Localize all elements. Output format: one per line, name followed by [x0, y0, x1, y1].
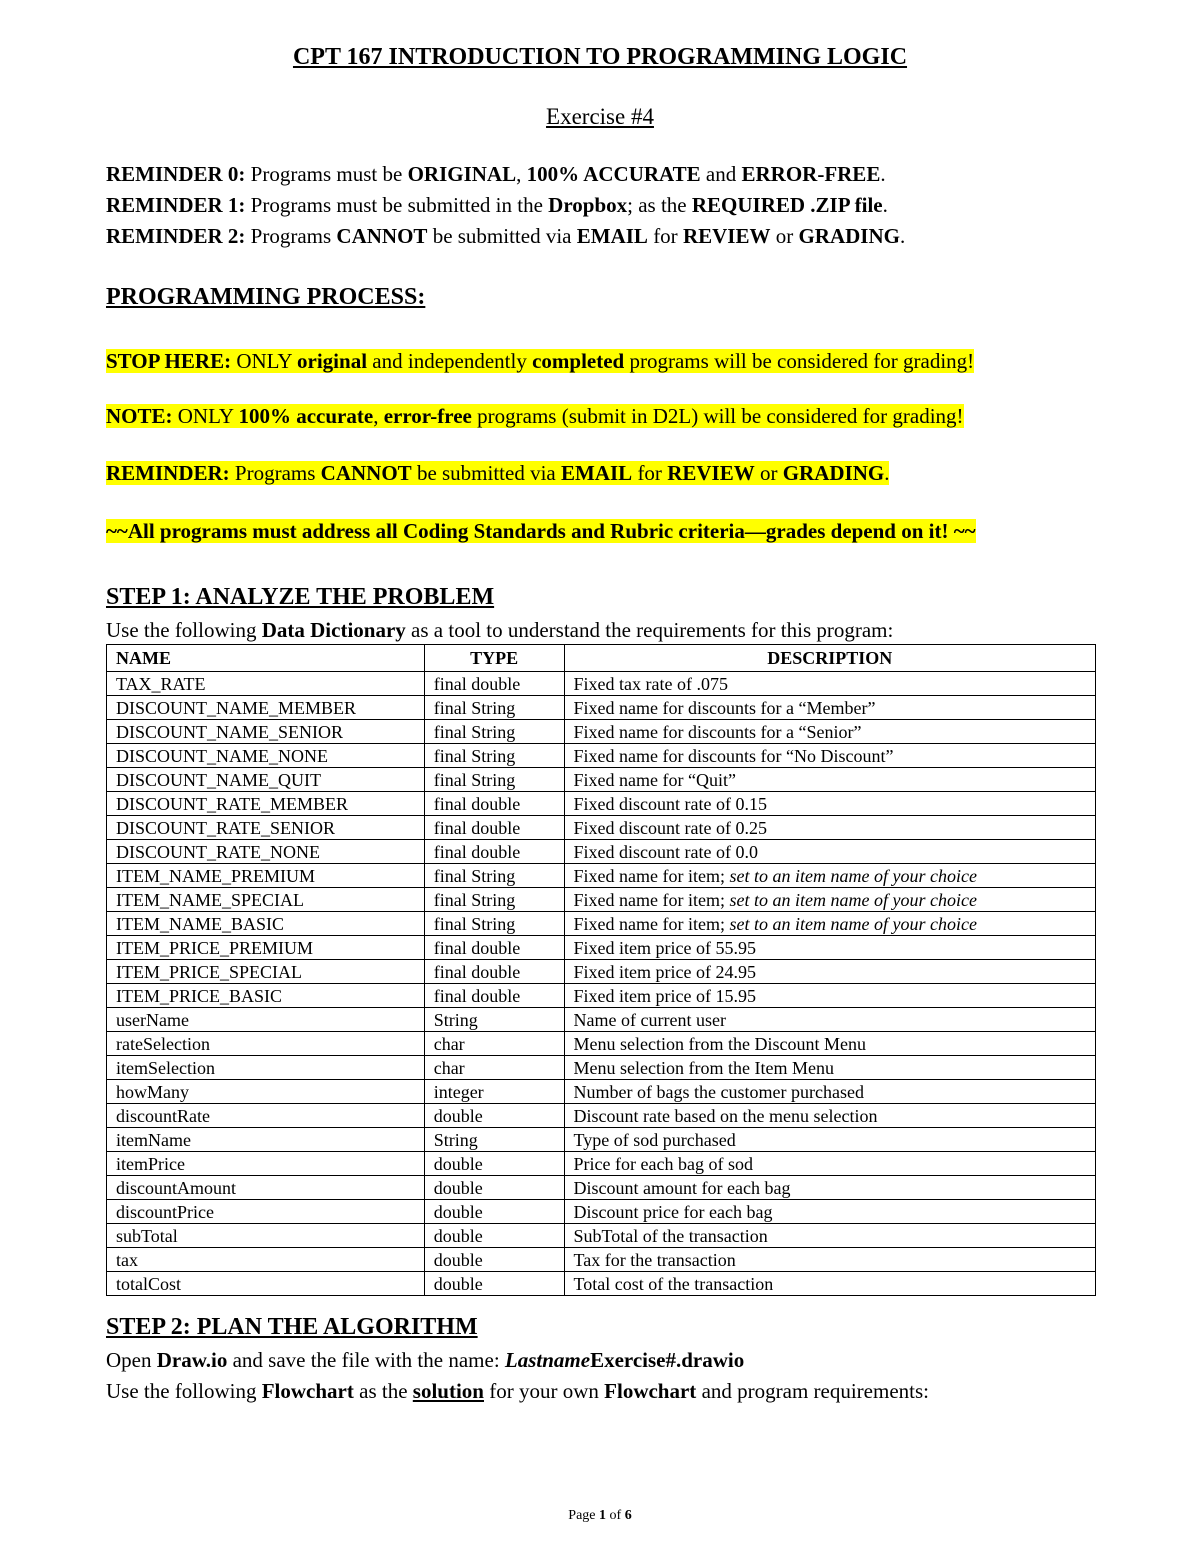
- coding-standards-notice: ~~All programs must address all Coding Standards and Rubric criteria—grades depend on it! ~~: [106, 519, 976, 543]
- step2-line-1: Open Draw.io and save the file with the name: LastnameExercise#.drawio: [106, 1348, 745, 1372]
- cell-type: integer: [424, 1080, 564, 1104]
- data-dictionary-table: [106, 644, 1096, 1296]
- reminder-2: REMINDER 2: Programs CANNOT be submitted via EMAIL for REVIEW or GRADING.: [106, 224, 906, 248]
- table-row: [107, 1104, 1096, 1128]
- column-header-description: DESCRIPTION: [564, 645, 1095, 672]
- cell-name: itemSelection: [107, 1056, 425, 1080]
- cell-description: Fixed item price of 55.95: [564, 936, 1095, 960]
- note-notice: NOTE: ONLY 100% accurate, error-free programs (submit in D2L) will be considered for grading!: [106, 404, 964, 428]
- cell-type: char: [424, 1056, 564, 1080]
- programming-process-heading: PROGRAMMING PROCESS:: [106, 284, 426, 310]
- cell-description: Fixed name for discounts for “No Discount”: [564, 744, 1095, 768]
- cell-type: char: [424, 1032, 564, 1056]
- cell-description: Discount price for each bag: [564, 1200, 1095, 1224]
- table-row: [107, 768, 1096, 792]
- table-row: [107, 672, 1096, 696]
- cell-name: itemName: [107, 1128, 425, 1152]
- cell-description: SubTotal of the transaction: [564, 1224, 1095, 1248]
- cell-name: ITEM_NAME_PREMIUM: [107, 864, 425, 888]
- cell-description: Fixed tax rate of .075: [564, 672, 1095, 696]
- cell-name: totalCost: [107, 1272, 425, 1296]
- cell-name: itemPrice: [107, 1152, 425, 1176]
- table-row: [107, 1080, 1096, 1104]
- cell-type: final double: [424, 840, 564, 864]
- cell-name: ITEM_PRICE_PREMIUM: [107, 936, 425, 960]
- cell-type: final double: [424, 672, 564, 696]
- table-row: [107, 1008, 1096, 1032]
- table-row: [107, 1200, 1096, 1224]
- cell-description: Menu selection from the Item Menu: [564, 1056, 1095, 1080]
- cell-description: Fixed name for discounts for a “Member”: [564, 696, 1095, 720]
- cell-description: Fixed name for “Quit”: [564, 768, 1095, 792]
- table-row: [107, 744, 1096, 768]
- cell-description: Menu selection from the Discount Menu: [564, 1032, 1095, 1056]
- cell-name: ITEM_PRICE_BASIC: [107, 984, 425, 1008]
- column-header-type: TYPE: [424, 645, 564, 672]
- cell-type: final double: [424, 936, 564, 960]
- table-row: [107, 1248, 1096, 1272]
- cell-description: Fixed name for item; set to an item name of your choice: [564, 888, 1095, 912]
- cell-name: discountRate: [107, 1104, 425, 1128]
- cell-description: Total cost of the transaction: [564, 1272, 1095, 1296]
- cell-name: discountPrice: [107, 1200, 425, 1224]
- table-row: [107, 840, 1096, 864]
- cell-name: userName: [107, 1008, 425, 1032]
- cell-description: Fixed name for discounts for a “Senior”: [564, 720, 1095, 744]
- table-row: [107, 912, 1096, 936]
- reminder-1: REMINDER 1: Programs must be submitted in the Dropbox; as the REQUIRED .ZIP file.: [106, 193, 888, 217]
- table-row: [107, 888, 1096, 912]
- cell-type: final String: [424, 744, 564, 768]
- cell-name: subTotal: [107, 1224, 425, 1248]
- table-row: [107, 936, 1096, 960]
- cell-name: tax: [107, 1248, 425, 1272]
- cell-name: rateSelection: [107, 1032, 425, 1056]
- cell-description: Fixed discount rate of 0.0: [564, 840, 1095, 864]
- cell-description: Number of bags the customer purchased: [564, 1080, 1095, 1104]
- cell-description: Fixed discount rate of 0.15: [564, 792, 1095, 816]
- cell-name: DISCOUNT_RATE_NONE: [107, 840, 425, 864]
- step1-intro: Use the following Data Dictionary as a tool to understand the requirements for this program:: [106, 618, 894, 642]
- reminder-0: REMINDER 0: Programs must be ORIGINAL, 100% ACCURATE and ERROR-FREE.: [106, 162, 886, 186]
- cell-type: String: [424, 1128, 564, 1152]
- step2-heading: STEP 2: PLAN THE ALGORITHM: [106, 1314, 478, 1340]
- cell-type: double: [424, 1200, 564, 1224]
- cell-description: Type of sod purchased: [564, 1128, 1095, 1152]
- data-dictionary-body: [107, 672, 1096, 1296]
- cell-type: final String: [424, 864, 564, 888]
- step2-line-2: Use the following Flowchart as the solution for your own Flowchart and program requirements:: [106, 1379, 929, 1403]
- cell-type: final String: [424, 720, 564, 744]
- cell-name: DISCOUNT_RATE_SENIOR: [107, 816, 425, 840]
- cell-type: final String: [424, 696, 564, 720]
- cell-description: Fixed discount rate of 0.25: [564, 816, 1095, 840]
- cell-description: Discount rate based on the menu selection: [564, 1104, 1095, 1128]
- cell-name: DISCOUNT_NAME_NONE: [107, 744, 425, 768]
- cell-type: final double: [424, 960, 564, 984]
- table-row: [107, 1272, 1096, 1296]
- cell-type: final double: [424, 792, 564, 816]
- cell-type: double: [424, 1248, 564, 1272]
- cell-name: DISCOUNT_NAME_QUIT: [107, 768, 425, 792]
- document-title: CPT 167 INTRODUCTION TO PROGRAMMING LOGIC: [292, 44, 908, 70]
- cell-type: final double: [424, 816, 564, 840]
- stop-here-notice: STOP HERE: ONLY original and independently completed programs will be considered for grading!: [106, 349, 975, 373]
- table-row: [107, 792, 1096, 816]
- cell-name: ITEM_NAME_BASIC: [107, 912, 425, 936]
- column-header-name: NAME: [107, 645, 425, 672]
- cell-name: discountAmount: [107, 1176, 425, 1200]
- cell-type: double: [424, 1104, 564, 1128]
- cell-name: DISCOUNT_NAME_MEMBER: [107, 696, 425, 720]
- cell-type: final String: [424, 768, 564, 792]
- table-row: [107, 1152, 1096, 1176]
- cell-description: Discount amount for each bag: [564, 1176, 1095, 1200]
- cell-description: Price for each bag of sod: [564, 1152, 1095, 1176]
- cell-name: ITEM_NAME_SPECIAL: [107, 888, 425, 912]
- cell-description: Fixed name for item; set to an item name of your choice: [564, 912, 1095, 936]
- cell-description: Fixed item price of 24.95: [564, 960, 1095, 984]
- table-header-row: [107, 645, 1096, 672]
- reminder-notice: REMINDER: Programs CANNOT be submitted via EMAIL for REVIEW or GRADING.: [106, 461, 890, 485]
- table-row: [107, 1128, 1096, 1152]
- cell-description: Fixed name for item; set to an item name of your choice: [564, 864, 1095, 888]
- cell-type: double: [424, 1272, 564, 1296]
- table-row: [107, 960, 1096, 984]
- table-row: [107, 1224, 1096, 1248]
- cell-description: Fixed item price of 15.95: [564, 984, 1095, 1008]
- step1-heading: STEP 1: ANALYZE THE PROBLEM: [106, 584, 495, 610]
- cell-name: howMany: [107, 1080, 425, 1104]
- cell-type: double: [424, 1152, 564, 1176]
- cell-description: Name of current user: [564, 1008, 1095, 1032]
- cell-type: final String: [424, 912, 564, 936]
- table-row: [107, 696, 1096, 720]
- cell-name: DISCOUNT_RATE_MEMBER: [107, 792, 425, 816]
- cell-type: String: [424, 1008, 564, 1032]
- cell-name: ITEM_PRICE_SPECIAL: [107, 960, 425, 984]
- cell-type: final double: [424, 984, 564, 1008]
- cell-description: Tax for the transaction: [564, 1248, 1095, 1272]
- cell-type: double: [424, 1176, 564, 1200]
- table-row: [107, 816, 1096, 840]
- cell-type: final String: [424, 888, 564, 912]
- exercise-subtitle: Exercise #4: [546, 104, 654, 129]
- table-row: [107, 1032, 1096, 1056]
- table-row: [107, 864, 1096, 888]
- cell-name: DISCOUNT_NAME_SENIOR: [107, 720, 425, 744]
- cell-type: double: [424, 1224, 564, 1248]
- table-row: [107, 984, 1096, 1008]
- table-row: [107, 720, 1096, 744]
- table-row: [107, 1056, 1096, 1080]
- page-number-footer: Page 1 of 6: [568, 1508, 632, 1523]
- table-row: [107, 1176, 1096, 1200]
- cell-name: TAX_RATE: [107, 672, 425, 696]
